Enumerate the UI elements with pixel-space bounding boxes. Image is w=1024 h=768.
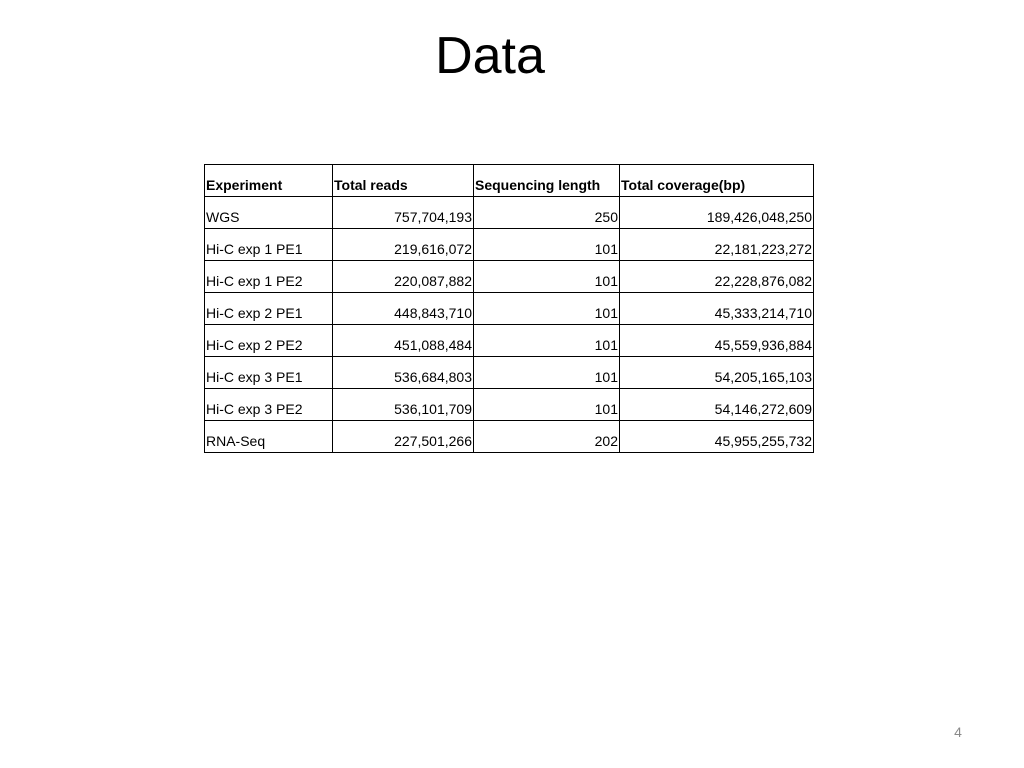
cell-total-reads: 219,616,072	[333, 229, 474, 261]
table-row	[205, 293, 814, 325]
page-number: 4	[954, 724, 962, 740]
cell-total-reads: 451,088,484	[333, 325, 474, 357]
header-sequencing-length: Sequencing length	[474, 165, 620, 197]
slide-title: Data	[435, 27, 545, 85]
data-table	[204, 164, 814, 453]
table-row	[205, 389, 814, 421]
cell-total-coverage: 54,205,165,103	[620, 357, 814, 389]
cell-total-reads: 448,843,710	[333, 293, 474, 325]
cell-total-coverage: 54,146,272,609	[620, 389, 814, 421]
cell-sequencing-length: 101	[474, 357, 620, 389]
table-row	[205, 421, 814, 453]
cell-experiment: WGS	[205, 197, 333, 229]
cell-sequencing-length: 101	[474, 325, 620, 357]
cell-sequencing-length: 202	[474, 421, 620, 453]
cell-total-reads: 536,684,803	[333, 357, 474, 389]
cell-total-reads: 757,704,193	[333, 197, 474, 229]
cell-sequencing-length: 101	[474, 293, 620, 325]
cell-sequencing-length: 101	[474, 229, 620, 261]
table-row	[205, 325, 814, 357]
cell-experiment: RNA-Seq	[205, 421, 333, 453]
cell-sequencing-length: 101	[474, 261, 620, 293]
header-experiment: Experiment	[205, 165, 333, 197]
cell-total-coverage: 22,228,876,082	[620, 261, 814, 293]
cell-experiment: Hi-C exp 1 PE1	[205, 229, 333, 261]
cell-total-coverage: 45,955,255,732	[620, 421, 814, 453]
table-row	[205, 197, 814, 229]
cell-total-coverage: 45,559,936,884	[620, 325, 814, 357]
cell-sequencing-length: 101	[474, 389, 620, 421]
cell-total-reads: 536,101,709	[333, 389, 474, 421]
cell-total-coverage: 189,426,048,250	[620, 197, 814, 229]
cell-experiment: Hi-C exp 2 PE2	[205, 325, 333, 357]
cell-experiment: Hi-C exp 3 PE1	[205, 357, 333, 389]
cell-experiment: Hi-C exp 2 PE1	[205, 293, 333, 325]
cell-total-reads: 220,087,882	[333, 261, 474, 293]
header-total-reads: Total reads	[333, 165, 474, 197]
header-total-coverage: Total coverage(bp)	[620, 165, 814, 197]
table-row	[205, 229, 814, 261]
cell-total-coverage: 22,181,223,272	[620, 229, 814, 261]
table-row	[205, 357, 814, 389]
cell-sequencing-length: 250	[474, 197, 620, 229]
cell-total-coverage: 45,333,214,710	[620, 293, 814, 325]
cell-experiment: Hi-C exp 3 PE2	[205, 389, 333, 421]
table-row	[205, 261, 814, 293]
cell-experiment: Hi-C exp 1 PE2	[205, 261, 333, 293]
table-header-row	[205, 165, 814, 197]
cell-total-reads: 227,501,266	[333, 421, 474, 453]
